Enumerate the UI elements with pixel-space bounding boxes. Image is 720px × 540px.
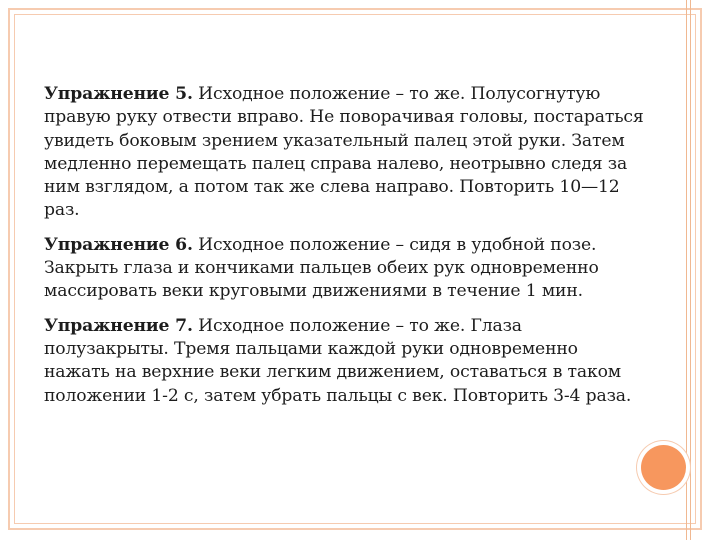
exercise-5-label: Упражнение 5. <box>44 84 193 104</box>
side-line-outer <box>686 0 687 540</box>
exercise-6-text: Исходное положение – сидя в удобной позе. Закрыть глаза и кончиками пальцев обеих рук одновременно массировать веки круговыми движениями в течение 1 мин. <box>44 234 599 302</box>
side-decoration-lines <box>686 0 692 540</box>
exercise-7-paragraph <box>44 315 644 408</box>
side-line-inner <box>690 0 691 540</box>
slide-content <box>44 83 644 419</box>
accent-circle <box>641 445 686 490</box>
exercise-6-paragraph <box>44 234 644 304</box>
exercise-6-label: Упражнение 6. <box>44 234 193 255</box>
exercise-7-label: Упражнение 7. <box>44 315 193 336</box>
exercise-7-text: Исходное положение – то же. Глаза полузакрыты. Тремя пальцами каждой руки одновременно нажать на верхние веки легким движением, оставаться в таком положении 1-2 с, затем убрать пальцы с век. Повторить 3-4 раза. <box>44 315 632 406</box>
exercise-5-text: Исходное положение – то же. Полусогнутую правую руку отвести вправо. Не поворачивая головы, постараться увидеть боковым зрением указательный палец этой руки. Затем медленно перемещать палец справа налево, неотрывно следя за ним взглядом, а потом так же слева направо. Повторить 10—12 раз. <box>44 84 644 221</box>
exercise-5-paragraph <box>44 83 644 223</box>
